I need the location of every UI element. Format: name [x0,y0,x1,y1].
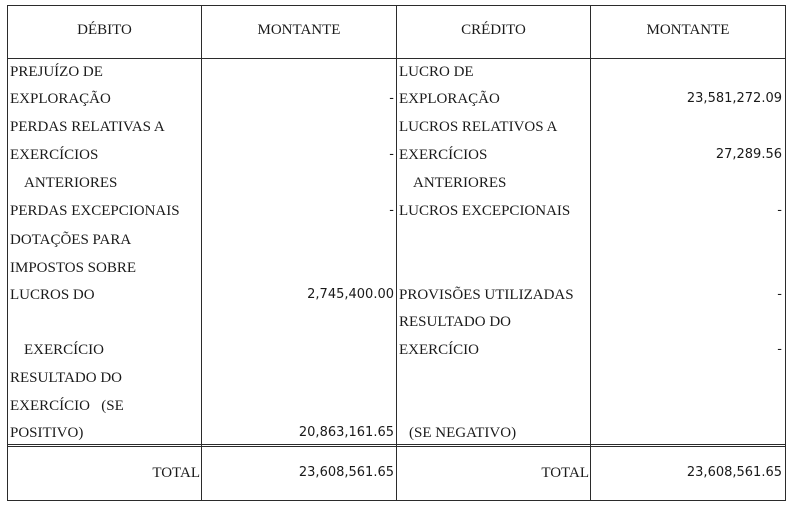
debit-total-label: TOTAL [152,465,200,481]
debit-line: LUCROS DO [10,287,95,303]
debit-line: EXERCÍCIO [24,342,104,358]
column-divider-3 [590,5,591,501]
debit-amount: - [389,147,394,162]
credit-amount: 27,289.56 [715,147,782,162]
debit-line: RESULTADO DO [10,370,123,386]
debit-line: IMPOSTOS SOBRE [10,260,137,276]
debit-total-amount: 23,608,561.65 [298,465,394,480]
debit-line: ANTERIORES [24,175,118,191]
credit-total-label: TOTAL [541,465,589,481]
credit-line: (SE NEGATIVO) [409,425,517,441]
debit-line: POSITIVO) [10,425,84,441]
credit-line: RESULTADO DO [399,314,512,330]
credit-amount: - [777,203,782,218]
credit-total-amount: 23,608,561.65 [686,465,782,480]
debit-amount: - [389,203,394,218]
credit-line: LUCROS RELATIVOS A [399,119,558,135]
credit-line: EXPLORAÇÃO [399,91,500,107]
debit-line: PREJUÍZO DE [10,64,103,80]
credit-line: ANTERIORES [413,175,507,191]
credit-line: EXERCÍCIO [399,342,479,358]
debit-line: PERDAS EXCEPCIONAIS [10,203,180,219]
debit-line: PERDAS RELATIVAS A [10,119,165,135]
table-border-right [785,5,786,501]
header-debito: DÉBITO [77,22,132,38]
debit-line: EXERCÍCIO (SE [10,398,124,414]
credit-amount: 23,581,272.09 [686,91,782,106]
credit-line: LUCROS EXCEPCIONAIS [399,203,571,219]
table-border-left [7,5,8,501]
column-divider-2 [396,5,397,501]
debit-amount: 20,863,161.65 [298,425,394,440]
debit-line: EXERCÍCIOS [10,147,99,163]
debit-line: DOTAÇÕES PARA [10,232,132,248]
credit-line: PROVISÕES UTILIZADAS [399,287,574,303]
credit-amount: - [777,342,782,357]
header-credito: CRÉDITO [461,22,526,38]
header-montante-credit: MONTANTE [646,22,730,38]
debit-amount: 2,745,400.00 [307,287,394,302]
credit-amount: - [777,287,782,302]
credit-line: LUCRO DE [399,64,474,80]
debit-amount: - [389,91,394,106]
credit-line: EXERCÍCIOS [399,147,488,163]
debit-line: EXPLORAÇÃO [10,91,111,107]
header-montante-debit: MONTANTE [257,22,341,38]
